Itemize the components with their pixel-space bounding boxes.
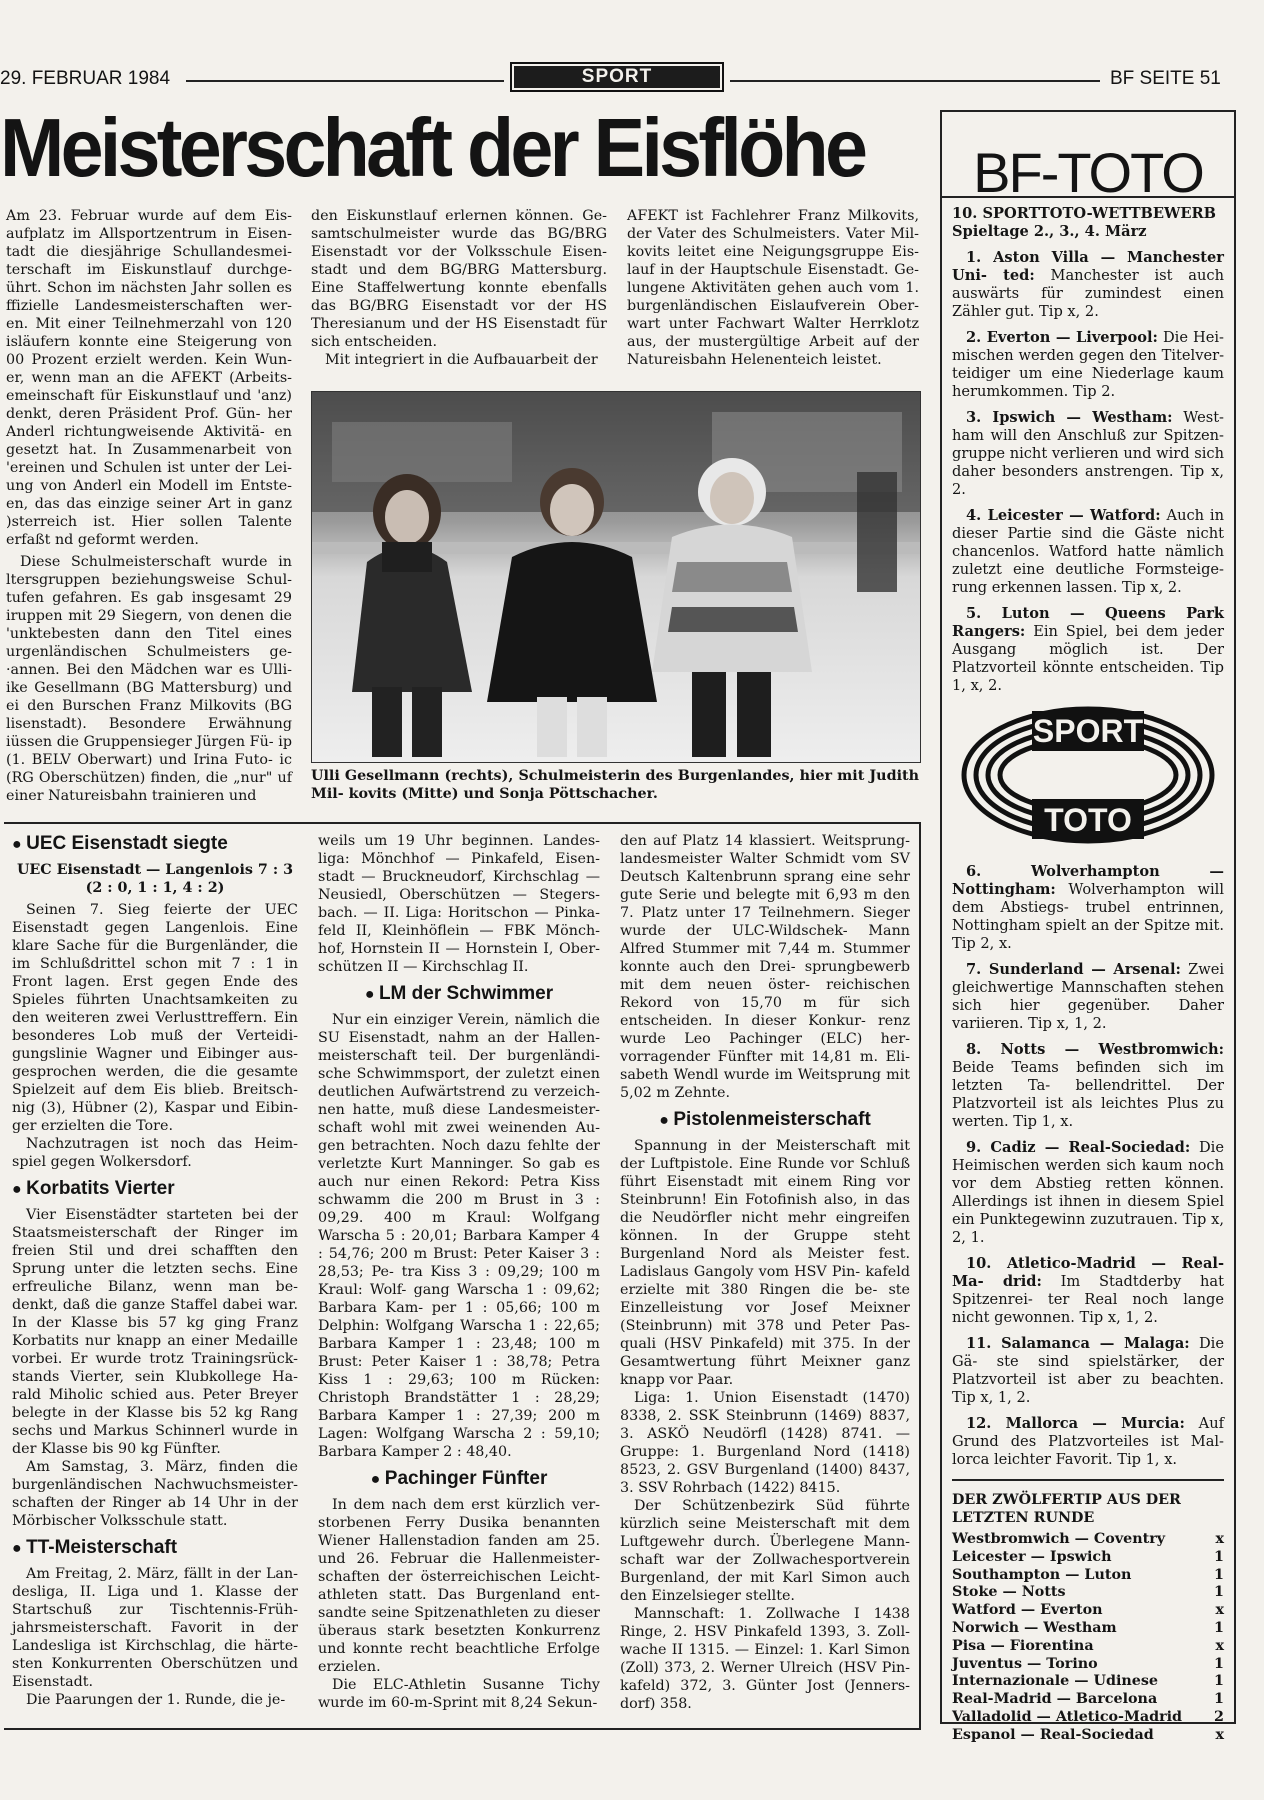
photo-caption: Ulli Gesellmann (rechts), Schulmeisterin des Burgenlandes, hier mit Judith Mil- kovits (Mitte) und Sonja Pöttschacher. xyxy=(311,768,919,802)
zwoelfertip-tip: 1 xyxy=(1214,1691,1224,1708)
zwoelfertip-list xyxy=(952,1531,1224,1745)
zwoelfertip-row xyxy=(952,1531,1224,1549)
sport-toto-logo-icon xyxy=(952,705,1224,845)
zwoelfertip-match: Leicester — Ipswich xyxy=(952,1548,1112,1565)
toto-tip-teams: 9. Cadiz — Real-Sociedad: xyxy=(966,1139,1191,1156)
toto-tip-text: Ein Spiel, bei dem jeder Ausgang möglich ist. Der Platzvorteil könnte entscheiden. Tip 1, x, 2. xyxy=(952,623,1224,694)
headline: Meisterschaft der Eisflöhe xyxy=(0,101,865,194)
zwoelfertip-tip: x xyxy=(1215,1531,1224,1547)
toto-tip-teams: 11. Salamanca — Malaga: xyxy=(966,1335,1190,1352)
pachinger-heading: ● Pachinger Fünfter xyxy=(318,1467,600,1492)
main-article-para: den Eiskunstlauf erlernen können. Ge- samtschulmeister wurde das BG/BRG Eisenstadt vor der Volksschule Eisen- stadt und dem BG/BRG Mattersburg. Eine Staffelwertung konnte ebenfalls das BG/BRG Eisenstadt vor der HS Theresianum und der HS Eisenstadt für sich entscheiden. xyxy=(311,208,607,350)
toto-tip-text: Beide Teams befinden sich im letzten Ta- bellendrittel. Der Platzvorteil ist als leichtes Plus zu werten. Tip 1, x. xyxy=(952,1059,1224,1130)
toto-tips-a xyxy=(952,249,1224,695)
toto-tip xyxy=(952,863,1224,953)
zwoelfertip-row xyxy=(952,1638,1224,1656)
toto-tip-text: Die Hei- mischen werden gegen den Titelver- teidiger um eine Niederlage kaum herumkommen. Tip 2. xyxy=(952,329,1224,400)
zwoelfertip-tip: x xyxy=(1215,1602,1224,1619)
main-article-para: Diese Schulmeisterschaft wurde in ltersgruppen beziehungsweise Schul- tufen gefahren. Es gab insgesamt 29 iruppen mit 29 Siegern, von denen die 'unktebesten dann den Titel eines urgenländischen Schulmeisters ge- ·annen. Bei den Mädchen war es Ulli- ike Gesellmann (BG Mattersburg) und ei den Burschen Franz Milkovits (BG lisenstadt). Besondere Erwähnung iüssen die Gruppensieger Jürgen Fü- ip (1. BELV Oberwart) und Irina Futo- ic (RG Oberschützen) finden, die „nur" uf einer Natureisbahn trainieren und xyxy=(6,554,292,804)
toto-tip-text: Die Gä- ste sind spielstärker, der Platzvorteil ist aber zu beachten. Tip x, 1, 2. xyxy=(952,1335,1224,1406)
tt-para: Die Paarungen der 1. Runde, die je- xyxy=(26,1692,286,1708)
pachinger-continued: den auf Platz 14 klassiert. Weitsprung- landesmeister Walter Schmidt vom SV Deutsch Kaltenbrunn sprang eine sehr gute Serie und belegte mit 6,93 m den 7. Platz unter 17 Teilnehmern. Sieger wurde der ULC-Wildschek- Mann Alfred Stummer mit 7,44 m. Stummer konnte auch den Drei- sprungbewerb mit dem neuen öster- reichischen Rekord von 15,70 m für sich entscheiden. In dieser Konkur- renz wurde Leo Pachinger (ELC) her- vorragender Fünfter mit 14,81 m. Eli- sabeth Wendl wurde im Weitsprung mit 5,02 m Zehnte. xyxy=(620,833,910,1101)
main-article-para: AFEKT ist Fachlehrer Franz Milkovits, der Vater des Schulmeisters. Vater Mil- kovits leitet eine Neigungsgruppe Eis- lauf in der Hauptschule Eisenstadt. Ge- lungene Aktivitäten gehen auch vom 1. burgenländischen Eislaufverein Ober- wart unter Fachwart Walter Herrklotz aus, der mustergültige Arbeit auf der Natureisbahn Helenenteich leistet. xyxy=(627,208,919,368)
toto-tip-text: West- ham will den Anschluß zur Spitzen- gruppe nicht verlieren und wird sich daher besonders anstrengen. Tip x, 2. xyxy=(952,409,1224,498)
toto-tip xyxy=(952,1335,1224,1407)
zwoelfertip-match: Stoke — Notts xyxy=(952,1584,1066,1601)
photo-illustration xyxy=(312,392,920,762)
toto-tip xyxy=(952,1041,1224,1131)
zwoelfertip-title: DER ZWÖLFERTIP AUS DER LETZTEN RUNDE xyxy=(952,1492,1181,1526)
zwoelfertip-match: Westbromwich — Coventry xyxy=(952,1531,1166,1547)
toto-heading2: Spieltage 2., 3., 4. März xyxy=(952,223,1147,240)
lower-col1 xyxy=(12,832,298,1709)
toto-tip xyxy=(952,1255,1224,1327)
zwoelfertip-tip: 1 xyxy=(1214,1584,1224,1601)
toto-tip-text: Die Heimischen werden sich kaum noch vor dem Abstieg retten können. Allerdings ist ihnen in diesem Spiel ein Punktegewinn zuzutrauen. Tip x, 2, 1. xyxy=(952,1139,1224,1246)
toto-tips-b xyxy=(952,863,1224,1469)
zwoelfertip-tip: 1 xyxy=(1214,1673,1224,1690)
zwoelfertip-row xyxy=(952,1620,1224,1638)
toto-tip-teams: 2. Everton — Liverpool: xyxy=(966,329,1158,346)
page-number: BF SEITE 51 xyxy=(1110,68,1221,89)
pistolen-para: Mannschaft: 1. Zollwache I 1438 Ringe, 2. HSV Pinkafeld 1393, 3. Zoll- wache II 1315. — Einzel: 1. Karl Simon (Zoll) 373, 2. Werner Ulreich (HSV Pin- kafeld) 372, 3. Günter Jost (Jenners- dorf) 358. xyxy=(620,1606,910,1712)
tt-heading: ● TT-Meisterschaft xyxy=(12,1536,298,1561)
zwoelfertip-match: Real-Madrid — Barcelona xyxy=(952,1691,1158,1708)
zwoelfertip-row xyxy=(952,1567,1224,1585)
pistolen-heading: ● Pistolenmeisterschaft xyxy=(620,1108,910,1133)
main-article-col1 xyxy=(6,207,292,805)
pachinger-para: Die ELC-Athletin Susanne Tichy wurde im 60-m-Sprint mit 8,24 Sekun- xyxy=(318,1677,600,1711)
main-article-col3 xyxy=(627,207,919,369)
uec-para: Nachzutragen ist noch das Heim- spiel gegen Wolkersdorf. xyxy=(12,1136,298,1170)
zwoelfertip-match: Pisa — Fiorentina xyxy=(952,1637,1094,1654)
zwoelfertip-row xyxy=(952,1673,1224,1691)
tt-continued: weils um 19 Uhr beginnen. Landes- liga: Mönchhof — Pinkafeld, Eisen- stadt — Bruckneudorf, Kirchschlag — Neusiedl, Oberschützen — Stegers- bach. — II. Liga: Horitschon — Pinka- feld II, Kleinhöflein — FBK Mönch- hof, Hornstein II — Hornstein I, Ober- schützen II — Kirchschlag II. xyxy=(318,833,600,975)
toto-tip xyxy=(952,1415,1224,1469)
issue-date: 29. FEBRUAR 1984 xyxy=(0,68,171,89)
toto-tip-text: Auch in dieser Partie sind die Gäste nicht chancenlos. Watford hatte nämlich zuletzt eine deutliche Formsteige- rung erkennen lassen. Tip x, 2. xyxy=(952,507,1225,596)
zwoelfertip-tip: 1 xyxy=(1214,1655,1224,1672)
uec-para: Seinen 7. Sieg feierte der UEC Eisenstadt gegen Langenlois. Eine klare Sache für die Burgenländer, die im Schlußdrittel schon mit 7 : 1 in Front lagen. Erst gegen Ende des Spieles führten Unachtsamkeiten zu den weiteren zwei Verlusttreffern. Ein besonderes Lob muß der Verteidi- gungslinie Wagner und Eibinger aus- gesprochen werden, die die gesamte Spielzeit auf dem Eis blieb. Breitsch- nig (3), Hübner (2), Kaspar und Eibin- ger erzielten die Tore. xyxy=(12,902,298,1134)
lower-col2 xyxy=(318,832,600,1712)
photo-three-girls xyxy=(311,391,921,763)
zwoelfertip-tip: 2 xyxy=(1214,1708,1224,1725)
zwoelfertip-tip: x xyxy=(1215,1637,1224,1654)
toto-tip-teams: 1. Aston Villa — Manchester Uni- ted: xyxy=(952,249,1224,284)
pistolen-para: Liga: 1. Union Eisenstadt (1470) 8338, 2. SSK Steinbrunn (1469) 8837, 3. ASKÖ Neudörfl (1428) 8741. — Gruppe: 1. Burgenland Nord (1418) 8523, 2. GSV Burgenland (1400) 8437, 3. SSV Rohrbach (1422) 8415. xyxy=(620,1390,910,1496)
toto-tip-text: Im Stadtderby hat Spitzenrei- ter Real noch lange nicht gewonnen. Tip x, 1, 2. xyxy=(952,1273,1225,1326)
toto-tip xyxy=(952,329,1224,401)
zwoelfertip-row xyxy=(952,1691,1224,1709)
toto-heading1: 10. SPORTTOTO-WETTBEWERB xyxy=(952,205,1216,222)
tt-para: Am Freitag, 2. März, fällt in der Lan- desliga, II. Liga und 1. Klasse der Startschuß zur Tischtennis-Früh- jahrsmeisterschaft. Favorit in der Landesliga ist Kirchschlag, die härte- sten Konkurrenten Oberschützen und Eisenstadt. xyxy=(12,1566,298,1690)
toto-tip-teams: 7. Sunderland — Arsenal: xyxy=(966,961,1181,978)
pistolen-para: Der Schützenbezirk Süd führte kürzlich seine Meisterschaft mit dem Luftgewehr durch. Überlegene Mann- schaft war der Zollwachesportverein Burgenland, der mit Karl Simon auch den Einzelsieger stellte. xyxy=(620,1498,910,1604)
toto-tip-teams: 6. Wolverhampton — Nottingham: xyxy=(952,863,1224,898)
sport-toto-logo xyxy=(952,705,1224,845)
toto-title: BF-TOTO xyxy=(973,141,1203,204)
zwoelfertip-row xyxy=(952,1602,1224,1620)
pachinger-para: In dem nach dem erst kürzlich ver- storbenen Ferry Dusika benannten Wiener Hallenstadion fanden am 25. und 26. Februar die Hallenmeister- schaften der österreichischen Leicht- athleten statt. Das Burgenland ent- sandte seine Spitzenathleten zu dieser überaus stark besetzten Konkurrenz und konnte recht beachtliche Erfolge erzielen. xyxy=(318,1497,600,1675)
toto-tip xyxy=(952,249,1224,321)
section-label xyxy=(510,62,724,92)
logo-text-toto: TOTO xyxy=(1044,802,1132,838)
zwoelfertip-row xyxy=(952,1709,1224,1727)
toto-column xyxy=(952,205,1224,1745)
korbatits-heading: ● Korbatits Vierter xyxy=(12,1177,298,1202)
zwoelfertip-row xyxy=(952,1727,1224,1745)
logo-text-sport: SPORT xyxy=(1032,713,1144,749)
toto-tip xyxy=(952,409,1224,499)
main-article-col2 xyxy=(311,207,607,369)
toto-tip-teams: 5. Luton — Queens Park Rangers: xyxy=(952,605,1224,640)
zwoelfertip-match: Watford — Everton xyxy=(952,1602,1103,1619)
section-label-text: SPORT xyxy=(514,66,720,88)
korbatits-para: Am Samstag, 3. März, finden die burgenländischen Nachwuchsmeister- schaften der Ringer ab 14 Uhr in der Mörbischer Volksschule statt. xyxy=(12,1459,298,1529)
zwoelfertip-tip: x xyxy=(1215,1726,1224,1743)
zwoelfertip-row xyxy=(952,1549,1224,1567)
zwoelfertip-row xyxy=(952,1656,1224,1674)
toto-tip-text: Zwei gleichwertige Mannschaften stehen sich hier gegenüber. Daher variieren. Tip x, 1, 2. xyxy=(952,961,1225,1032)
toto-tip-text: Wolverhampton will dem Abstiegs- trubel entrinnen, Nottingham spielt an der Spitze mit. Tip 2, x. xyxy=(952,881,1224,952)
toto-tip-teams: 3. Ipswich — Westham: xyxy=(966,409,1173,426)
pistolen-para: Spannung in der Meisterschaft mit der Luftpistole. Eine Runde vor Schluß führt Eisenstadt mit einem Ring vor Steinbrunn! Ein Fotofinish also, in das die Neudörfler nicht mehr eingreifen können. In der Gruppe steht Burgenland Nord als Meister fest. Ladislaus Gangoly vom HSV Pin- kafeld erzielte mit 380 Ringen die be- ste Einzelleistung vor Josef Meixner (Steinbrunn) mit 378 und Peter Pas- quali (HSV Pinkafeld) mit 375. In der Gesamtwertung führt Meixner ganz knapp vor Paar. xyxy=(620,1138,910,1388)
uec-heading: ● UEC Eisenstadt siegte xyxy=(12,832,298,857)
zwoelfertip-match: Espanol — Real-Sociedad xyxy=(952,1726,1154,1743)
toto-tip-teams: 12. Mallorca — Murcia: xyxy=(966,1415,1185,1432)
main-article-para: Mit integriert in die Aufbauarbeit der xyxy=(325,352,598,368)
zwoelfertip-match: Juventus — Torino xyxy=(952,1655,1098,1672)
toto-tip-teams: 10. Atletico-Madrid — Real-Ma- drid: xyxy=(952,1255,1224,1290)
toto-tip xyxy=(952,605,1224,695)
zwoelfertip-match: Valladolid — Atletico-Madrid xyxy=(952,1708,1183,1725)
main-article-para: Am 23. Februar wurde auf dem Eis- aufplatz im Allsportzentrum in Eisen- tadt die diesjährige Schullandesmei- terschaft im Eiskunstlauf durchge- ührt. Schon im nächsten Jahr sollen es ffizielle Landesmeisterschaften wer- en. Mit einer Teilnehmerzahl von 120 isläufern konnte eine Steigerung von 00 Prozent erzielt werden. Kein Wun- er, wenn man an die AFEKT (Arbeits- emeinschaft für Eiskunstlauf und 'anz) denkt, deren Präsident Prof. Gün- her Anderl richtungweisende Aktivitä- en gesetzt hat. In Zusammenarbeit von 'ereinen und Schulen ist unter der Lei- ung von Anderl ein Modell im Entste- en, das das einzige seiner Art in ganz )sterreich ist. Hier sollen Talente erfaßt nd geformt werden. xyxy=(6,208,292,548)
schwimmer-heading: ● LM der Schwimmer xyxy=(318,982,600,1007)
zwoelfertip-match: Southampton — Luton xyxy=(952,1566,1132,1583)
toto-tip-teams: 8. Notts — Westbromwich: xyxy=(966,1041,1224,1058)
zwoelfertip-tip: 1 xyxy=(1214,1566,1224,1583)
toto-tip-teams: 4. Leicester — Watford: xyxy=(966,507,1161,524)
zwoelfertip-match: Norwich — Westham xyxy=(952,1619,1117,1636)
uec-result-line: UEC Eisenstadt — Langenlois 7 : 3 (2 : 0, 1 : 1, 4 : 2) xyxy=(16,862,294,896)
zwoelfertip-tip: 1 xyxy=(1214,1619,1224,1636)
lower-col3 xyxy=(620,832,910,1713)
korbatits-para: Vier Eisenstädter starteten bei der Staatsmeisterschaft der Ringer im freien Stil und drei schafften den Sprung unter die letzten sechs. Eine erfreuliche Bilanz, wenn man be- denkt, daß die ganze Staffel dabei war. In der Klasse bis 57 kg ging Franz Korbatits nur knapp an einer Medaille vorbei. Er wurde trotz Trainingsrück- stands Vierter, sein Klubkollege Ha- rald Miholic schied aus. Peter Breyer belegte in der Klasse bis 52 kg Rang sechs und Markus Schinnerl wurde in der Klasse bis 90 kg Fünfter. xyxy=(12,1207,298,1457)
schwimmer-para: Nur ein einziger Verein, nämlich die SU Eisenstadt, nahm an der Hallen- meisterschaft teil. Der burgenländi- sche Schwimmsport, der zuletzt einen deutlichen Aufwärtstrend zu verzeich- nen hatte, muß diese Landesmeister- schaft wohl mit zwei weinenden Au- gen betrachten. Noch dazu fehlte der verletzte Kurt Manninger. So gab es auch nur einen Rekord: Petra Kiss schwamm die 200 m Brust in 3 : 09,29. 400 m Kraul: Wolfgang Warscha 5 : 20,01; Barbara Kamper 4 : 54,76; 200 m Brust: Peter Kaiser 3 : 28,53; Pe- tra Kiss 3 : 09,29; 100 m Kraul: Wolf- gang Warscha 1 : 09,62; Barbara Kam- per 1 : 05,66; 100 m Delphin: Wolfgang Warscha 1 : 22,65; Barbara Kamper 1 : 23,48; 100 m Brust: Peter Kaiser 1 : 38,78; Petra Kiss 1 : 29,63; 100 m Rücken: Christoph Brandstätter 1 : 28,29; Barbara Kamper 1 : 27,39; 200 m Lagen: Wolfgang Warscha 2 : 59,10; Barbara Kamper 2 : 48,40. xyxy=(318,1012,600,1460)
toto-tip-text: Auf Grund des Platzvorteiles ist Mal- lorca leichter Favorit. Tip 1, x. xyxy=(952,1415,1225,1468)
toto-tip xyxy=(952,1139,1224,1247)
zwoelfertip-match: Internazionale — Udinese xyxy=(952,1673,1159,1690)
toto-tip xyxy=(952,507,1224,597)
toto-tip xyxy=(952,961,1224,1033)
toto-tip-text: Manchester ist auch auswärts für zumindest einen Zähler gut. Tip x, 2. xyxy=(952,267,1224,320)
zwoelfertip-row xyxy=(952,1584,1224,1602)
zwoelfertip-tip: 1 xyxy=(1214,1548,1224,1565)
